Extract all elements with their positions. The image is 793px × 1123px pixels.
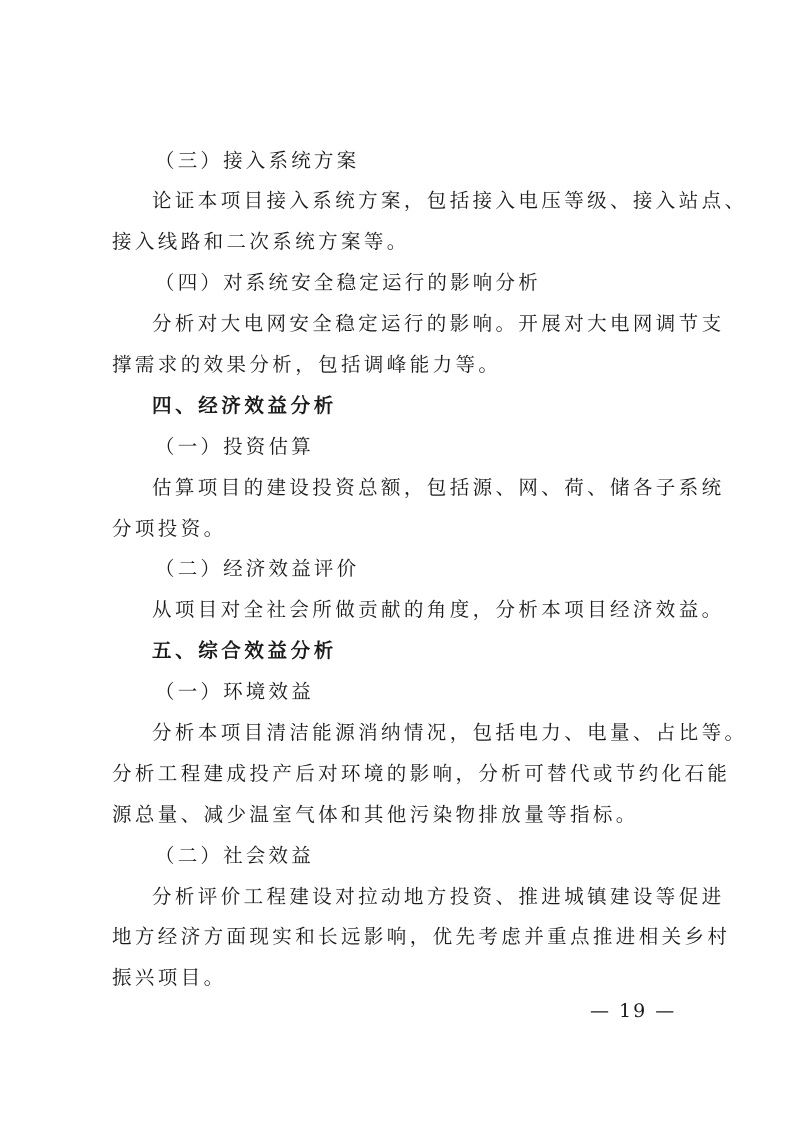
section-heading-environmental-benefit: （一）环境效益 [155, 680, 314, 703]
paragraph-line: 撑需求的效果分析，包括调峰能力等。 [112, 353, 502, 376]
paragraph-line: 分析评价工程建设对拉动地方投资、推进城镇建设等促进 [152, 885, 725, 908]
paragraph-line: 分析工程建成投产后对环境的影响，分析可替代或节约化石能 [112, 762, 731, 785]
paragraph-line: 从项目对全社会所做贡献的角度，分析本项目经济效益。 [152, 598, 725, 621]
section-heading-access-system: （三）接入系统方案 [155, 149, 360, 172]
section-heading-economic-evaluation: （二）经济效益评价 [155, 557, 360, 580]
paragraph-line: 论证本项目接入系统方案，包括接入电压等级、接入站点、 [152, 189, 748, 212]
paragraph-line: 分项投资。 [112, 517, 227, 540]
paragraph-line: 估算项目的建设投资总额，包括源、网、荷、储各子系统 [152, 476, 725, 499]
section-heading-investment-estimate: （一）投资估算 [155, 435, 314, 458]
paragraph-line: 源总量、减少温室气体和其他污染物排放量等指标。 [112, 803, 639, 826]
paragraph-line: 分析对大电网安全稳定运行的影响。开展对大电网调节支 [152, 312, 725, 335]
section-heading-social-benefit: （二）社会效益 [155, 844, 314, 867]
chapter-heading-economic-benefit: 四、经济效益分析 [152, 394, 337, 417]
paragraph-line: 分析本项目清洁能源消纳情况，包括电力、电量、占比等。 [152, 721, 748, 744]
section-heading-stability-impact: （四）对系统安全稳定运行的影响分析 [155, 271, 541, 294]
page-number: — 19 — [590, 1000, 677, 1022]
paragraph-line: 地方经济方面现实和长远影响，优先考虑并重点推进相关乡村 [112, 925, 731, 948]
paragraph-line: 振兴项目。 [112, 966, 227, 989]
paragraph-line: 接入线路和二次系统方案等。 [112, 230, 410, 253]
chapter-heading-comprehensive-benefit: 五、综合效益分析 [152, 639, 337, 662]
